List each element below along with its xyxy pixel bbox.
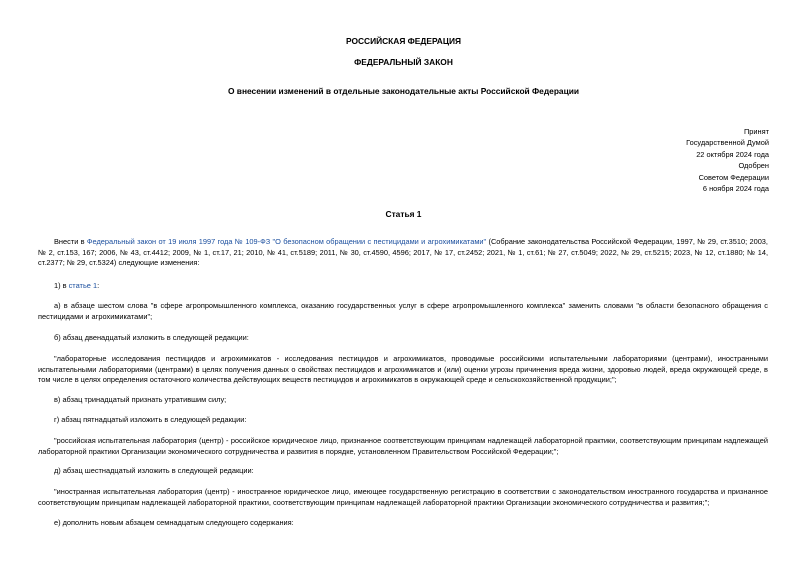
- subitem-d: г) абзац пятнадцатый изложить в следующей редакции:: [54, 415, 247, 424]
- federal-law-link[interactable]: Федеральный закон от 19 июля 1997 года № 109-ФЗ "О безопасном обращении с пестицидами и агрохимикатами": [86, 237, 487, 246]
- adoption-line: Советом Федерации: [698, 172, 769, 182]
- subitem-b: б) абзац двенадцатый изложить в следующей редакции:: [54, 333, 249, 342]
- intro-suffix: (Собрание законодательства Российской Федерации, 1997, № 29, ст.3510; 2003, № 2, ст.153, 167; 2006, № 43, ст.4412; 2009, № 1, ст.17, 21; 2010, № 41, ст.5189; 2011, № 30, ст.4590, 4596; 2017, № 17, ст.2452; 2021, № 1, ст.61; № 27, ст.5049; 2022, № 29, ст.5215; 2023, № 12, ст.1880; № 14, ст.2377; № 29, ст.5324) следующие изменения:: [38, 237, 768, 267]
- adoption-block: [569, 126, 769, 194]
- article-heading: Статья 1: [385, 209, 422, 219]
- intro-paragraph: [38, 237, 768, 269]
- subitem-c: в) абзац тринадцатый признать утратившим силу;: [54, 395, 227, 404]
- country-heading: РОССИЙСКАЯ ФЕДЕРАЦИЯ: [345, 36, 462, 46]
- subitem-f: е) дополнить новым абзацем семнадцатым следующего содержания:: [54, 518, 294, 527]
- adoption-line: Одобрен: [738, 161, 769, 171]
- subitem-b-quote: "лабораторные исследования пестицидов и агрохимикатов - исследования пестицидов и агрохимикатов, проводимые российскими испытательными лабораториями (центрами), иностранными испытательными лабораториями (центрами) в целях получения данных о свойствах пестицидов и агрохимикатов и (или) оценки угрозы причинения вреда жизни, здоровью людей, вреда окружающей среде, в том числе в целях определения остаточного количества действующих веществ пестицидов и агрохимикатов в окружающей среде и сельскохозяйственной продукции;";: [38, 354, 768, 384]
- subitem-a: а) в абзаце шестом слова "в сфере агропромышленного комплекса, оказанию государственных услуг в сфере агропромышленного комплекса" заменить словами "в области безопасного обращения с пестицидами и агрохимикатами";: [38, 301, 768, 321]
- adoption-line: 6 ноября 2024 года: [702, 184, 769, 194]
- item-1: [38, 281, 768, 292]
- subitem-e-quote: "иностранная испытательная лаборатория (центр) - иностранное юридическое лицо, имеющее государственную регистрацию в соответствии с законодательством иностранного государства и признанное соответствующим принципам надлежащей лабораторной практики, соответствующим принципам надлежащей лабораторной практики Организации экономического сотрудничества и развития;";: [38, 487, 768, 507]
- law-type-heading: ФЕДЕРАЛЬНЫЙ ЗАКОН: [354, 57, 453, 67]
- item1-prefix: 1) в: [54, 281, 69, 290]
- intro-prefix: Внести в: [54, 237, 87, 246]
- adoption-line: 22 октября 2024 года: [696, 149, 769, 159]
- subitem-d-quote: "российская испытательная лаборатория (центр) - российское юридическое лицо, признанное соответствующим принципам надлежащей лабораторной практики, соответствующим принципам надлежащей лабораторной практики Организации экономического сотрудничества и развития в порядке, установленном Правительством Российской Федерации;";: [38, 436, 768, 456]
- adoption-line: Государственной Думой: [686, 138, 769, 148]
- adoption-line: Принят: [743, 127, 769, 136]
- article-1-link[interactable]: статье 1: [68, 281, 98, 290]
- law-title: О внесении изменений в отдельные законодательные акты Российской Федерации: [227, 86, 580, 96]
- subitem-e: д) абзац шестнадцатый изложить в следующей редакции:: [54, 466, 254, 475]
- item1-suffix: :: [97, 281, 100, 290]
